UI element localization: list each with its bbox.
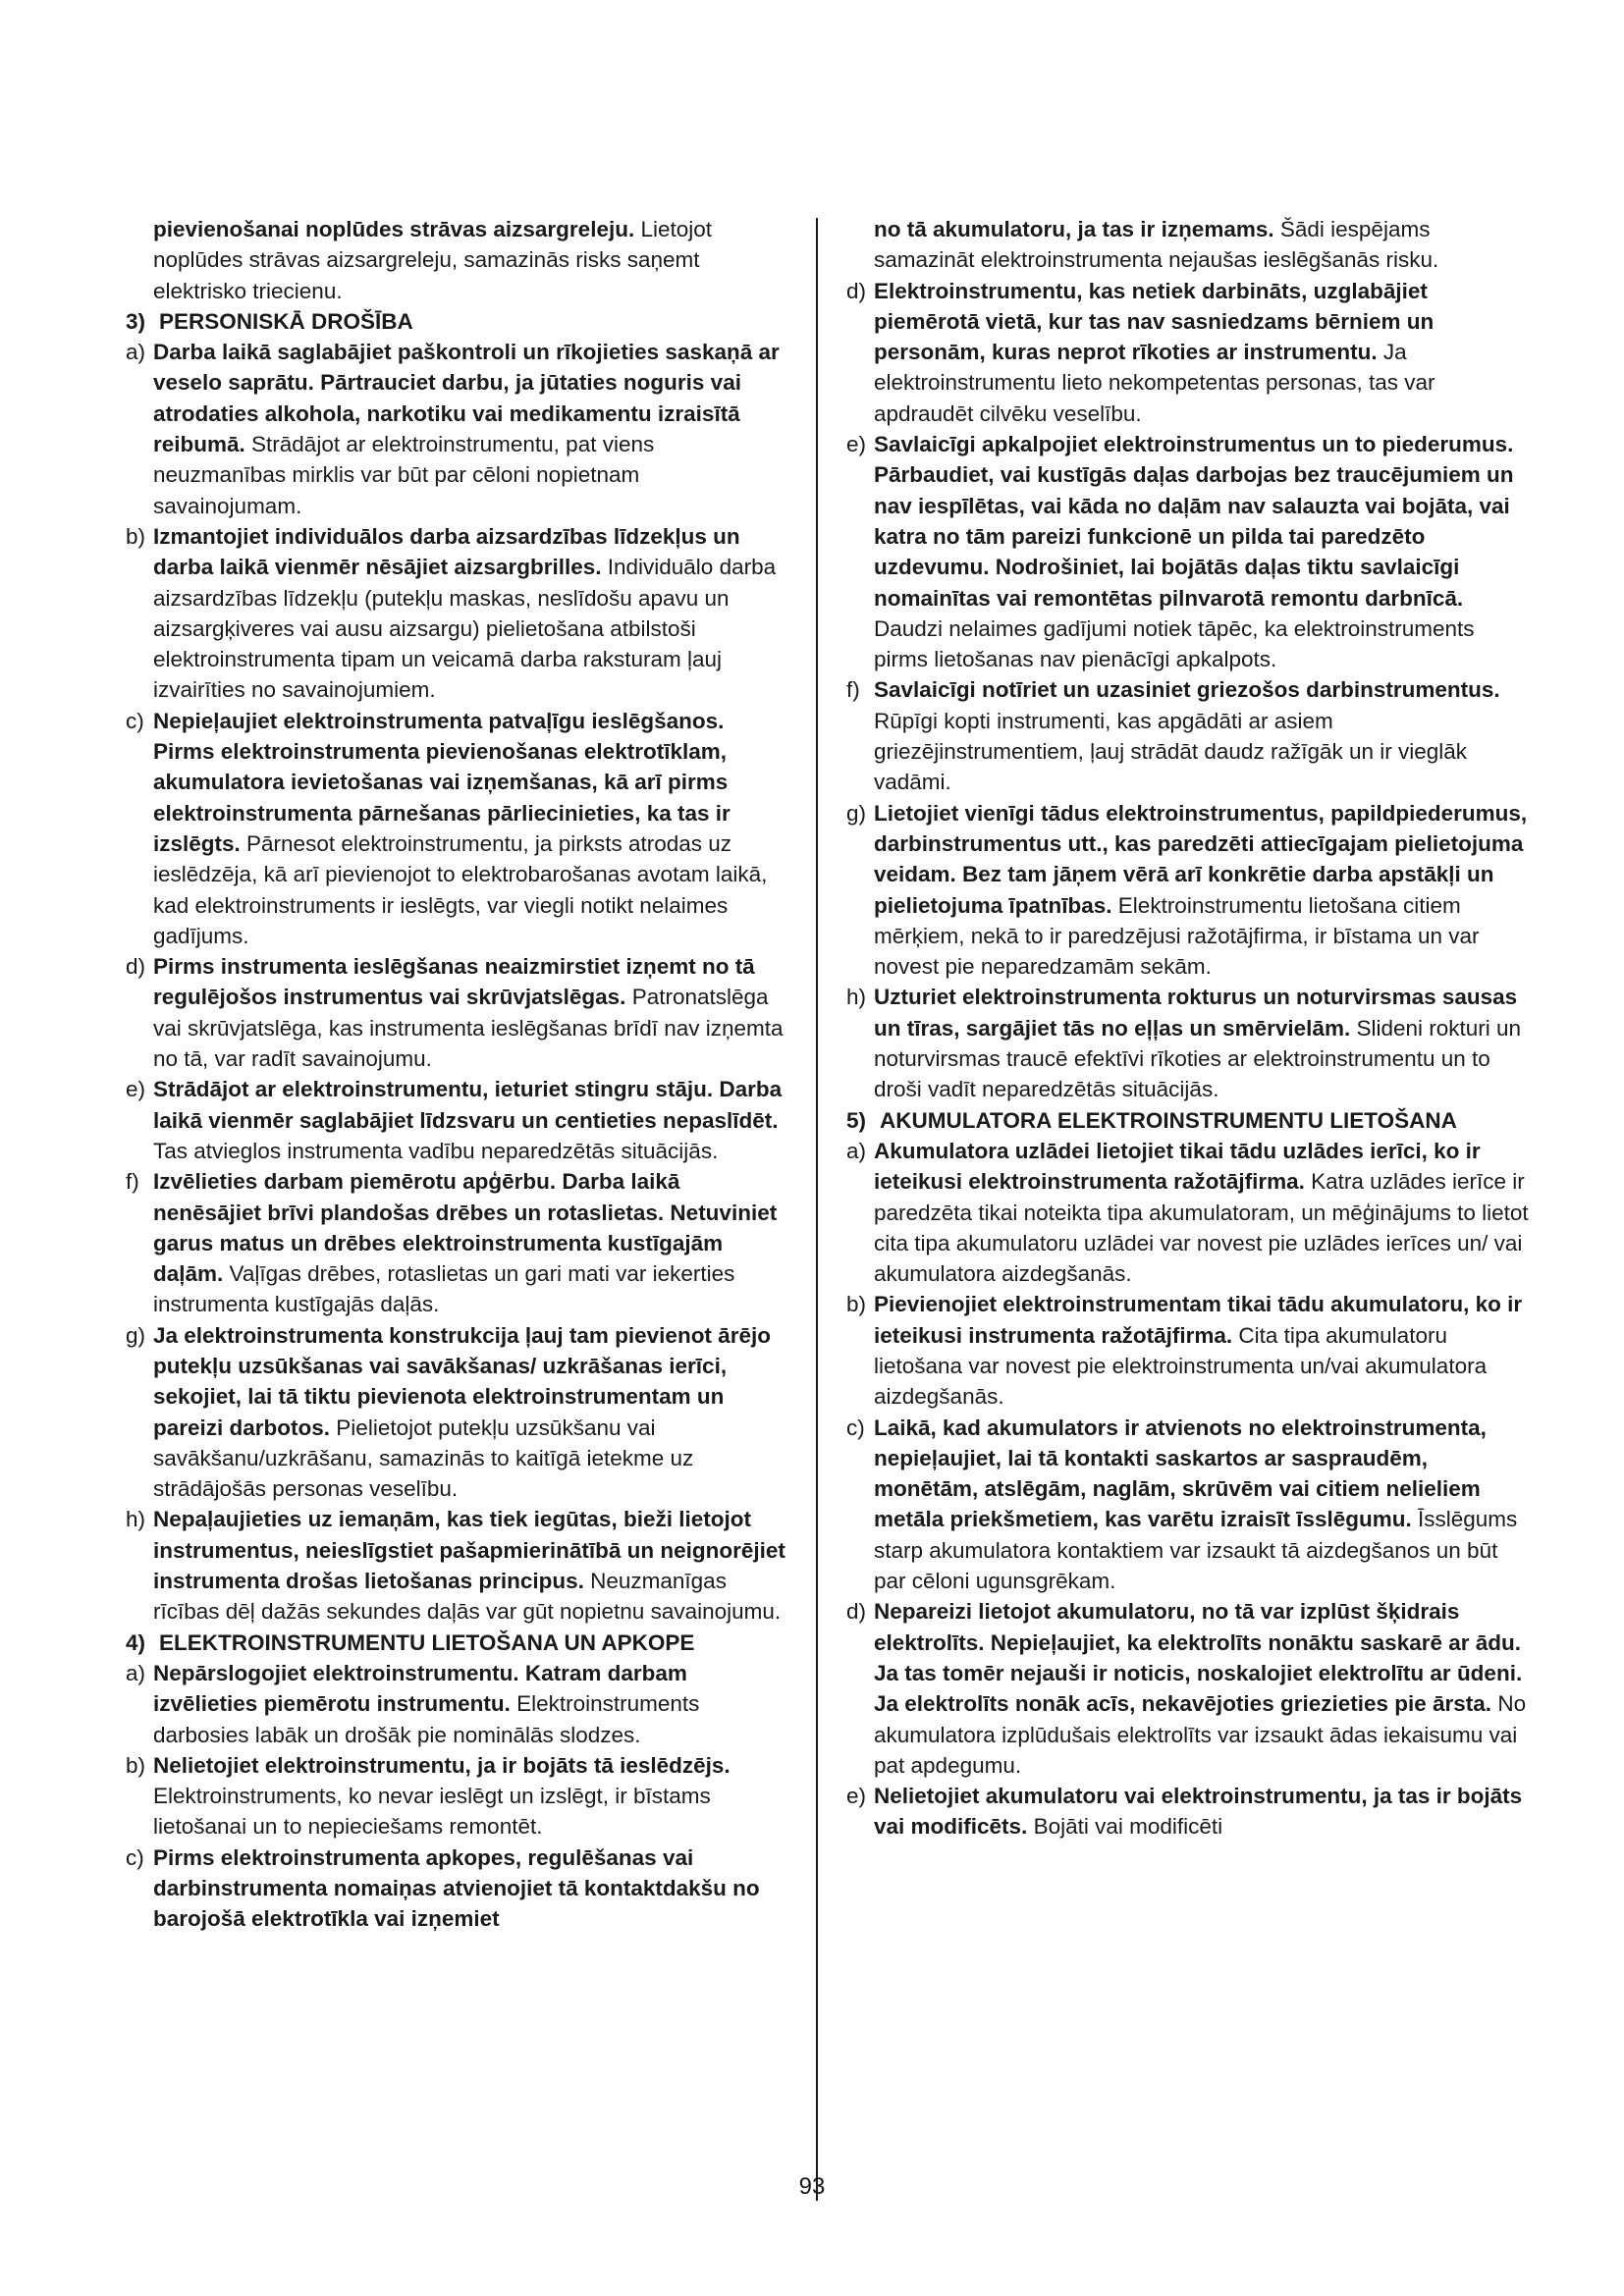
item-text [153, 706, 787, 951]
item-text [153, 1074, 787, 1166]
item-label: d) [846, 1599, 867, 1625]
list-item [846, 1413, 1534, 1597]
section-heading-3 [126, 306, 787, 337]
list-item [126, 1074, 787, 1166]
item-label: g) [126, 1322, 146, 1348]
warning-bold-text: Darba laikā saglabājiet paškontroli un rīkojieties saskaņā ar veselo saprātu. Pārtrauciet darbu, ja jūtaties noguris vai atrodaties alkohola, narkotiku vai medikamentu izraisītā reibumā. [153, 340, 780, 457]
explanation-text: No akumulatora izplūdušais elektrolīts var izsaukt ādas iekaisumu vai pat apdegumu. [874, 1691, 1527, 1778]
item-label: a) [126, 340, 146, 365]
explanation-text: Bojāti vai modificēti [1027, 1814, 1223, 1840]
explanation-text: Katra uzlādes ierīce ir paredzēta tikai noteikta tipa akumulatoram, un mēģinājums to lietot cita tipa akumulatoru uzlādei var novest pie uzlādes ierīces un/ vai akumulatora aizdegšanās. [874, 1169, 1529, 1287]
section-heading-4 [126, 1628, 787, 1658]
warning-bold-text: Lietojiet vienīgi tādus elektroinstrumentus, papildpiederumus, darbinstrumentus utt., kas paredzēti attiecīgajam pielietojuma veidam. Bez tam jāņem vērā arī konkrētie darba apstākļi un pielietojuma īpatnības. [874, 800, 1528, 918]
item-label: h) [846, 985, 867, 1010]
item-label: e) [126, 1077, 146, 1102]
list-item [126, 1320, 787, 1505]
section-4-list-continued [846, 276, 1534, 1105]
warning-bold-text: Pirms instrumenta ieslēgšanas neaizmirstiet izņemt no tā regulējošos instrumentus vai skrūvjatslēgas. [153, 954, 755, 1010]
warning-bold-text: pievienošanai noplūdes strāvas aizsargreleju. [153, 217, 635, 241]
warning-bold-text: Nepaļaujieties uz iemaņām, kas tiek iegūtas, bieži lietojot instrumentus, neieslīgstiet pašapmierinātībā un neignorējiet instrumenta drošas lietošanas principus. [153, 1507, 785, 1594]
warning-bold-text: Pievienojiet elektroinstrumentam tikai tādu akumulatoru, ko ir ieteikusi instrumenta ražotājfirma. [874, 1292, 1523, 1348]
item-text [874, 674, 1534, 797]
item-text [153, 337, 787, 521]
explanation-text: Pielietojot putekļu uzsūkšanu vai savākšanu/uzkrāšanu, samazinās to kaitīgā ietekme uz strādājošās personas veselību. [153, 1415, 694, 1502]
list-item [846, 429, 1534, 674]
explanation-text: Individuālo darba aizsardzības līdzekļu (putekļu maskas, neslīdošu apavu un aizsargķiveres vai ausu aizsargu) pielietošana atbilstoši elektroinstrumenta tipam un veicamā darba raksturam ļauj izvairīties no savainojumiem. [153, 555, 777, 703]
explanation-text: Īsslēgums starp akumulatora kontaktiem var izsaukt tā aizdegšanos un būt par cēloni ugunsgrēkam. [874, 1507, 1518, 1594]
section-number: 4) [126, 1629, 146, 1655]
continued-paragraph [846, 214, 1534, 276]
item-label: b) [846, 1292, 867, 1317]
item-label: h) [126, 1507, 146, 1532]
item-label: b) [126, 1752, 146, 1778]
warning-bold-text: Ja elektroinstrumenta konstrukcija ļauj tam pievienot ārējo putekļu uzsūkšanas vai savākšanas/ uzkrāšanas ierīci, sekojiet, lai tā tiktu pievienota elektroinstrumentam un pareizi darbotos. [153, 1322, 771, 1440]
warning-bold-text: Nepieļaujiet elektroinstrumenta patvaļīgu ieslēgšanos. Pirms elektroinstrumenta pievienošanas elektrotīklam, akumulatora ievietošanas vai izņemšanas, kā arī pirms elektroinstrumenta pārnešanas pārliecinieties, ka tas ir izslēgts. [153, 708, 731, 856]
explanation-text: Pārnesot elektroinstrumentu, ja pirksts atrodas uz ieslēdzēja, kā arī pievienojot to elektrobarošanas avotam laikā, kad elektroinstruments ir ieslēgts, var viegli notikt nelaimes gadījums. [153, 830, 768, 948]
warning-bold-text: Savlaicīgi apkalpojiet elektroinstrumentus un to piederumus. Pārbaudiet, vai kustīgās daļas darbojas bez traucējumiem un nav iespīlētas, vai kāda no daļām nav salauzta vai bojāta, vai katra no tām pareizi funkcionē un pilda tai paredzēto uzdevumu. Nodrošiniet, lai bojātās daļas tiktu savlaicīgi nomainītas vai remontētas pilnvarotā remontu darbnīcā. [874, 432, 1514, 611]
list-item [846, 276, 1534, 429]
item-text [153, 1750, 787, 1842]
explanation-text: Patronatslēga vai skrūvjatslēga, kas instrumenta ieslēgšanas brīdī nav izņemta no tā, var radīt savainojumu. [153, 985, 784, 1072]
warning-bold-text: Pirms elektroinstrumenta apkopes, regulēšanas vai darbinstrumenta nomaiņas atvienojiet tā kontaktdakšu no barojošā elektrotīkla vai izņemiet [153, 1844, 760, 1932]
item-text [153, 951, 787, 1074]
warning-bold-text: Laikā, kad akumulators ir atvienots no elektroinstrumenta, nepieļaujiet, lai tā kontakti saskartos ar saspraudēm, monētām, atslēgām, naglām, skrūvēm vai citiem nelieliem metāla priekšmetiem, kas varētu izraisīt īsslēgumu. [874, 1415, 1487, 1532]
explanation-text: Cita tipa akumulatoru lietošana var novest pie elektroinstrumenta un/vai akumulatora aizdegšanās. [874, 1322, 1488, 1410]
warning-bold-text: Savlaicīgi notīriet un uzasiniet griezošos darbinstrumentus. [874, 677, 1500, 703]
list-item [846, 674, 1534, 797]
section-5-list [846, 1136, 1534, 1842]
item-label: c) [846, 1415, 865, 1440]
list-item [126, 1658, 787, 1750]
list-item [846, 1781, 1534, 1842]
item-text [874, 798, 1534, 983]
item-text [153, 1658, 787, 1750]
explanation-text: Slideni rokturi un noturvirsmas traucē efektīvi rīkoties ar elektroinstrumentu un to droši vadīt neparedzētās situācijās. [874, 1015, 1522, 1102]
explanation-text: Neuzmanīgas rīcības dēļ dažās sekundes daļās var gūt nopietnu savainojumu. [153, 1569, 782, 1625]
warning-bold-text: Nepareizi lietojot akumulatoru, no tā var izplūst šķidrais elektrolīts. Nepieļaujiet, ka elektrolīts nonāktu saskarē ar ādu. Ja tas tomēr nejauši ir noticis, noskalojiet elektrolītu ar ūdeni. Ja elektrolīts nonāk acīs, nekavējoties griezieties pie ārsta. [874, 1599, 1523, 1717]
item-label: b) [126, 523, 146, 549]
section-title: AKUMULATORA ELEKTROINSTRUMENTU LIETOŠANA [880, 1107, 1457, 1133]
item-text [874, 1596, 1534, 1781]
item-label: c) [126, 1844, 144, 1870]
explanation-text: Lietojot noplūdes strāvas aizsargreleju, samazinās risks saņemt elektrisko triecienu. [153, 217, 713, 303]
section-3-list [126, 337, 787, 1627]
item-label: g) [846, 800, 867, 826]
left-column [126, 214, 787, 1935]
item-label: d) [846, 278, 867, 303]
item-text [874, 1136, 1534, 1289]
explanation-text: Daudzi nelaimes gadījumi notiek tāpēc, ka elektroinstruments pirms lietošanas nav pienācīgi apkalpots. [874, 615, 1475, 672]
list-item [846, 1289, 1534, 1412]
section-title: ELEKTROINSTRUMENTU LIETOŠANA UN APKOPE [159, 1629, 695, 1655]
item-text [874, 429, 1534, 674]
item-text [153, 1166, 787, 1319]
item-text [153, 1842, 787, 1935]
item-label: a) [846, 1138, 867, 1163]
item-text [153, 1504, 787, 1627]
item-label: c) [126, 708, 144, 733]
explanation-text: Tas atvieglos instrumenta vadību neparedzētās situācijās. [153, 1138, 719, 1163]
list-item [126, 951, 787, 1074]
warning-bold-text: no tā akumulatoru, ja tas ir izņemams. [874, 217, 1274, 241]
item-text [874, 982, 1534, 1104]
item-label: f) [126, 1169, 139, 1195]
list-item [846, 798, 1534, 983]
explanation-text: Elektroinstruments, ko nevar ieslēgt un izslēgt, ir bīstams lietošanai un to nepieciešams remontēt. [153, 1784, 711, 1840]
explanation-text: Elektroinstrumentu lietošana citiem mērķiem, nekā to ir paredzējusi ražotājfirma, ir bīstama un var novest pie neparedzamām sekām. [874, 892, 1480, 980]
warning-bold-text: Izmantojiet individuālos darba aizsardzības līdzekļus un darba laikā vienmēr nēsājiet aizsargbrilles. [153, 523, 740, 580]
list-item [126, 1750, 787, 1842]
warning-bold-text: Nelietojiet elektroinstrumentu, ja ir bojāts tā ieslēdzējs. [153, 1752, 731, 1778]
right-column [846, 214, 1534, 1842]
list-item [126, 706, 787, 951]
item-label: a) [126, 1660, 146, 1685]
section-number: 5) [846, 1107, 867, 1133]
list-item [846, 1596, 1534, 1781]
item-text [153, 521, 787, 706]
explanation-text: Vaļīgas drēbes, rotaslietas un gari mati var iekerties instrumenta kustīgajās daļās. [153, 1261, 735, 1317]
explanation-text: Ja elektroinstrumentu lieto nekompetentas personas, tas var apdraudēt cilvēku veselību. [874, 340, 1435, 426]
warning-bold-text: Elektroinstrumentu, kas netiek darbināts, uzglabājiet piemērotā vietā, kur tas nav sasniedzams bērniem un personām, kuras neprot rīkoties ar instrumentu. [874, 278, 1435, 365]
item-text [153, 1320, 787, 1505]
item-text [874, 1781, 1534, 1842]
section-title: PERSONISKĀ DROŠĪBA [159, 308, 413, 334]
continued-paragraph [126, 214, 787, 306]
list-item [126, 1166, 787, 1319]
list-item [126, 337, 787, 521]
section-heading-5 [846, 1105, 1534, 1136]
warning-bold-text: Izvēlieties darbam piemērotu apģērbu. Darba laikā nenēsājiet brīvi plandošas drēbes un rotaslietas. Netuviniet garus matus un drēbes elektroinstrumenta kustīgajām daļām. [153, 1169, 778, 1287]
list-item [126, 521, 787, 706]
page-number: 93 [798, 2173, 826, 2200]
item-label: d) [126, 954, 146, 980]
section-4-list [126, 1658, 787, 1935]
list-item [126, 1504, 787, 1627]
list-item [846, 1136, 1534, 1289]
section-number: 3) [126, 308, 146, 334]
item-label: e) [846, 1784, 867, 1809]
explanation-text: Strādājot ar elektroinstrumentu, pat viens neuzmanības mirklis var būt par cēloni nopietnam savainojumam. [153, 432, 655, 518]
column-divider [816, 218, 818, 2201]
explanation-text: Rūpīgi kopti instrumenti, kas apgādāti ar asiem griezējinstrumentiem, ļauj strādāt daudz ražīgāk un ir vieglāk vadāmi. [874, 708, 1468, 795]
warning-bold-text: Akumulatora uzlādei lietojiet tikai tādu uzlādes ierīci, ko ir ieteikusi elektroinstrumenta ražotājfirma. [874, 1138, 1481, 1195]
item-text [874, 1413, 1534, 1597]
warning-bold-text: Nepārslogojiet elektroinstrumentu. Katram darbam izvēlieties piemērotu instrumentu. [153, 1660, 687, 1717]
list-item [126, 1842, 787, 1935]
item-text [874, 1289, 1534, 1412]
item-label: e) [846, 432, 867, 457]
item-label: f) [846, 677, 860, 703]
warning-bold-text: Strādājot ar elektroinstrumentu, ieturiet stingru stāju. Darba laikā vienmēr saglabājiet līdzsvaru un centieties nepaslīdēt. [153, 1077, 783, 1133]
warning-bold-text: Uzturiet elektroinstrumenta rokturus un noturvirsmas sausas un tīras, sargājiet tās no eļļas un smērvielām. [874, 985, 1518, 1041]
warning-bold-text: Nelietojiet akumulatoru vai elektroinstrumentu, ja tas ir bojāts vai modificēts. [874, 1784, 1523, 1840]
list-item [846, 982, 1534, 1104]
explanation-text: Šādi iespējams samazināt elektroinstrumenta nejaušas ieslēgšanās risku. [874, 217, 1439, 273]
item-text [874, 276, 1534, 429]
explanation-text: Elektroinstruments darbosies labāk un drošāk pie nominālās slodzes. [153, 1691, 700, 1747]
